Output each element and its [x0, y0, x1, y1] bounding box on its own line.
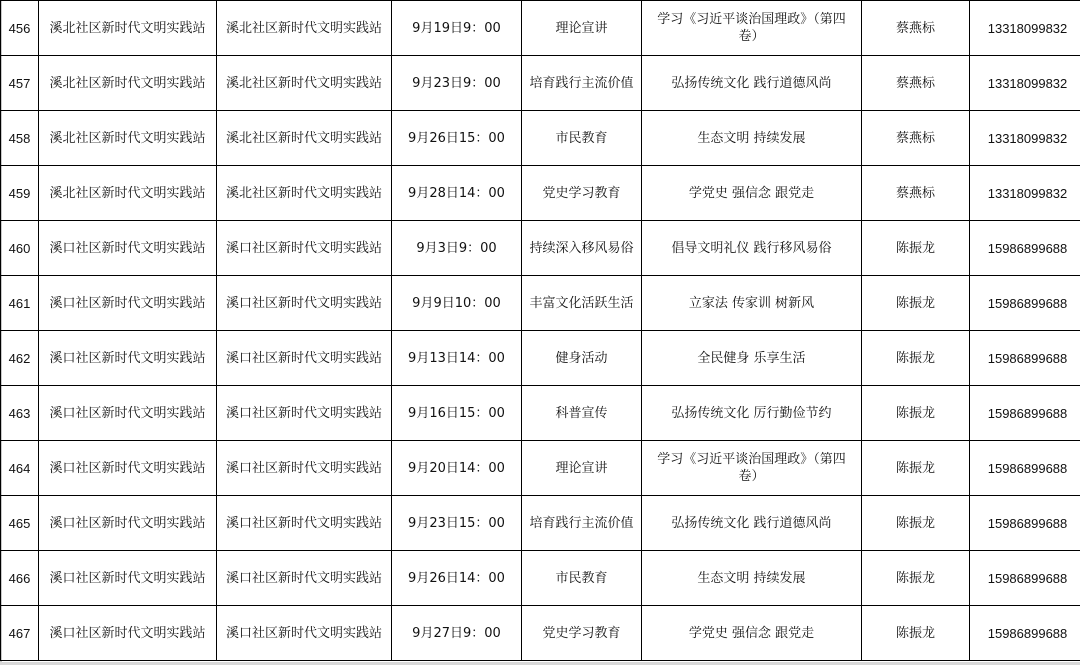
venue-station-cell: 溪口社区新时代文明实践站 [217, 606, 392, 661]
activity-time-cell: 9月20日14：00 [392, 441, 522, 496]
row-index-cell: 463 [1, 386, 39, 441]
venue-station-cell: 溪口社区新时代文明实践站 [217, 386, 392, 441]
activity-topic-cell: 弘扬传统文化 厉行勤俭节约 [642, 386, 862, 441]
organizer-station-cell: 溪口社区新时代文明实践站 [39, 551, 217, 606]
organizer-station-cell: 溪口社区新时代文明实践站 [39, 496, 217, 551]
activity-topic-cell: 学党史 强信念 跟党走 [642, 606, 862, 661]
row-index-cell: 467 [1, 606, 39, 661]
row-index-cell: 458 [1, 111, 39, 166]
organizer-station-cell: 溪口社区新时代文明实践站 [39, 276, 217, 331]
organizer-station-cell: 溪北社区新时代文明实践站 [39, 1, 217, 56]
activity-time-cell: 9月27日9：00 [392, 606, 522, 661]
venue-station-cell: 溪口社区新时代文明实践站 [217, 551, 392, 606]
row-index-cell: 466 [1, 551, 39, 606]
table-row [1, 551, 1080, 606]
organizer-station-cell: 溪北社区新时代文明实践站 [39, 56, 217, 111]
organizer-station-cell: 溪北社区新时代文明实践站 [39, 166, 217, 221]
contact-person-cell: 陈振龙 [862, 606, 970, 661]
contact-phone-cell: 15986899688 [970, 606, 1080, 661]
activity-topic-cell: 弘扬传统文化 践行道德风尚 [642, 56, 862, 111]
activity-time-cell: 9月16日15：00 [392, 386, 522, 441]
activity-category-cell: 持续深入移风易俗 [522, 221, 642, 276]
contact-person-cell: 蔡燕标 [862, 56, 970, 111]
organizer-station-cell: 溪口社区新时代文明实践站 [39, 221, 217, 276]
activity-category-cell: 丰富文化活跃生活 [522, 276, 642, 331]
contact-phone-cell: 15986899688 [970, 276, 1080, 331]
activity-category-cell: 市民教育 [522, 551, 642, 606]
activity-category-cell: 科普宣传 [522, 386, 642, 441]
activity-category-cell: 理论宣讲 [522, 441, 642, 496]
table-row [1, 166, 1080, 221]
row-index-cell: 456 [1, 1, 39, 56]
activity-time-cell: 9月23日9：00 [392, 56, 522, 111]
activity-category-cell: 培育践行主流价值 [522, 496, 642, 551]
contact-phone-cell: 13318099832 [970, 166, 1080, 221]
organizer-station-cell: 溪北社区新时代文明实践站 [39, 111, 217, 166]
contact-phone-cell: 13318099832 [970, 56, 1080, 111]
contact-person-cell: 陈振龙 [862, 386, 970, 441]
activity-time-cell: 9月3日9：00 [392, 221, 522, 276]
contact-phone-cell: 13318099832 [970, 1, 1080, 56]
table-row [1, 331, 1080, 386]
contact-person-cell: 蔡燕标 [862, 111, 970, 166]
row-index-cell: 459 [1, 166, 39, 221]
row-index-cell: 461 [1, 276, 39, 331]
venue-station-cell: 溪口社区新时代文明实践站 [217, 496, 392, 551]
activity-topic-cell: 倡导文明礼仪 践行移风易俗 [642, 221, 862, 276]
contact-person-cell: 陈振龙 [862, 496, 970, 551]
contact-phone-cell: 15986899688 [970, 441, 1080, 496]
table-row [1, 441, 1080, 496]
venue-station-cell: 溪口社区新时代文明实践站 [217, 441, 392, 496]
table-row [1, 221, 1080, 276]
row-index-cell: 462 [1, 331, 39, 386]
contact-person-cell: 陈振龙 [862, 221, 970, 276]
activity-time-cell: 9月9日10：00 [392, 276, 522, 331]
activity-topic-cell: 全民健身 乐享生活 [642, 331, 862, 386]
organizer-station-cell: 溪口社区新时代文明实践站 [39, 441, 217, 496]
activity-topic-cell: 生态文明 持续发展 [642, 111, 862, 166]
table-row [1, 606, 1080, 661]
contact-phone-cell: 15986899688 [970, 331, 1080, 386]
row-index-cell: 460 [1, 221, 39, 276]
contact-person-cell: 陈振龙 [862, 441, 970, 496]
table-row [1, 56, 1080, 111]
activity-category-cell: 党史学习教育 [522, 606, 642, 661]
organizer-station-cell: 溪口社区新时代文明实践站 [39, 606, 217, 661]
contact-phone-cell: 13318099832 [970, 111, 1080, 166]
activity-topic-cell: 生态文明 持续发展 [642, 551, 862, 606]
venue-station-cell: 溪口社区新时代文明实践站 [217, 331, 392, 386]
venue-station-cell: 溪北社区新时代文明实践站 [217, 166, 392, 221]
contact-person-cell: 陈振龙 [862, 331, 970, 386]
venue-station-cell: 溪北社区新时代文明实践站 [217, 56, 392, 111]
activity-topic-cell: 弘扬传统文化 践行道德风尚 [642, 496, 862, 551]
activity-topic-cell: 学习《习近平谈治国理政》（第四卷） [642, 1, 862, 56]
organizer-station-cell: 溪口社区新时代文明实践站 [39, 386, 217, 441]
contact-person-cell: 蔡燕标 [862, 1, 970, 56]
table-row [1, 1, 1080, 56]
table-body [1, 1, 1080, 661]
row-index-cell: 464 [1, 441, 39, 496]
contact-person-cell: 陈振龙 [862, 551, 970, 606]
activity-topic-cell: 学党史 强信念 跟党走 [642, 166, 862, 221]
venue-station-cell: 溪口社区新时代文明实践站 [217, 221, 392, 276]
activity-category-cell: 党史学习教育 [522, 166, 642, 221]
contact-phone-cell: 15986899688 [970, 551, 1080, 606]
table-row [1, 111, 1080, 166]
activity-time-cell: 9月19日9：00 [392, 1, 522, 56]
activity-time-cell: 9月26日14：00 [392, 551, 522, 606]
row-index-cell: 457 [1, 56, 39, 111]
activity-category-cell: 培育践行主流价值 [522, 56, 642, 111]
table-row [1, 386, 1080, 441]
activity-time-cell: 9月28日14：00 [392, 166, 522, 221]
contact-phone-cell: 15986899688 [970, 386, 1080, 441]
venue-station-cell: 溪北社区新时代文明实践站 [217, 1, 392, 56]
activity-topic-cell: 立家法 传家训 树新风 [642, 276, 862, 331]
venue-station-cell: 溪口社区新时代文明实践站 [217, 276, 392, 331]
activity-category-cell: 健身活动 [522, 331, 642, 386]
table-row [1, 276, 1080, 331]
activity-topic-cell: 学习《习近平谈治国理政》（第四卷） [642, 441, 862, 496]
organizer-station-cell: 溪口社区新时代文明实践站 [39, 331, 217, 386]
contact-person-cell: 蔡燕标 [862, 166, 970, 221]
contact-phone-cell: 15986899688 [970, 221, 1080, 276]
contact-phone-cell: 15986899688 [970, 496, 1080, 551]
table-row [1, 496, 1080, 551]
activity-category-cell: 市民教育 [522, 111, 642, 166]
activity-time-cell: 9月26日15：00 [392, 111, 522, 166]
activity-category-cell: 理论宣讲 [522, 1, 642, 56]
contact-person-cell: 陈振龙 [862, 276, 970, 331]
activity-time-cell: 9月13日14：00 [392, 331, 522, 386]
row-index-cell: 465 [1, 496, 39, 551]
activity-time-cell: 9月23日15：00 [392, 496, 522, 551]
venue-station-cell: 溪北社区新时代文明实践站 [217, 111, 392, 166]
